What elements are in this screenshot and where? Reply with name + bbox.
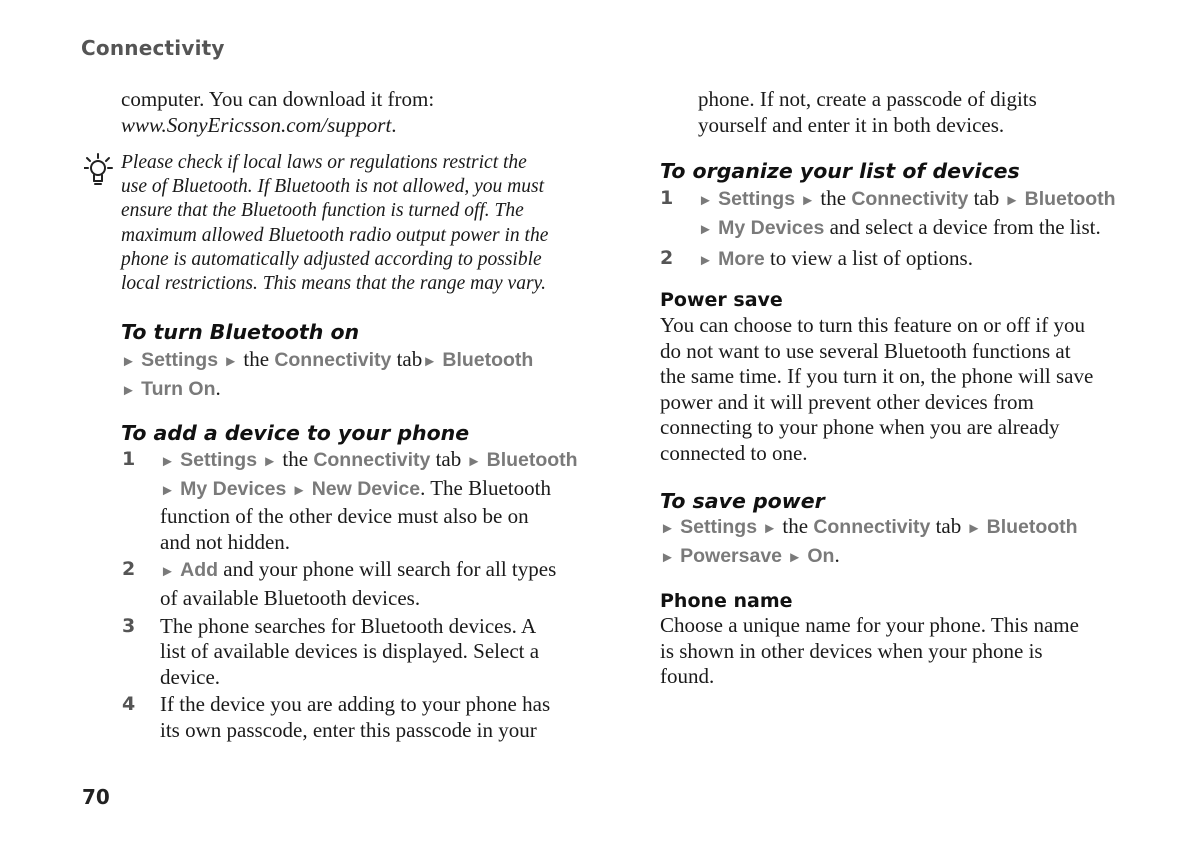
step-text: and not hidden. (160, 529, 291, 554)
arrow-icon: ► (262, 454, 278, 470)
note-line: local restrictions. This means that the range may vary. (121, 273, 546, 295)
continued-paragraph (698, 87, 1138, 138)
arrow-icon: ► (1004, 193, 1020, 209)
menu-connectivity: Connectivity (274, 349, 392, 371)
menu-bluetooth: Bluetooth (986, 516, 1078, 538)
intro-url-line (121, 113, 591, 139)
step-3 (122, 613, 600, 691)
menu-settings: Settings (141, 349, 219, 371)
organize-steps (660, 186, 1168, 275)
text-period: . (834, 542, 840, 567)
menu-connectivity: Connectivity (851, 188, 969, 210)
paragraph-line: connected to one. (660, 440, 808, 465)
step-2 (660, 246, 1168, 275)
step-4 (122, 692, 600, 743)
heading-organize-devices: To organize your list of devices (660, 159, 1020, 183)
continued-line: phone. If not, create a passcode of digits (698, 87, 1037, 111)
step-number: 2 (122, 558, 136, 581)
menu-connectivity: Connectivity (313, 449, 431, 471)
heading-power-save: Power save (660, 289, 783, 311)
step-text: to view a list of options. (769, 246, 973, 271)
arrow-icon: ► (660, 549, 675, 566)
save-power-instructions (660, 514, 1140, 571)
menu-settings: Settings (718, 188, 796, 210)
arrow-icon: ► (660, 521, 675, 537)
note-line: phone is automatically adjusted according to possible (121, 248, 542, 270)
menu-settings: Settings (680, 516, 758, 538)
support-url: www.SonyEricsson.com/support (121, 112, 392, 137)
phone-name-paragraph (660, 613, 1140, 690)
text-tab: tab (396, 347, 423, 371)
step-text: The phone searches for Bluetooth devices. A (160, 613, 537, 638)
intro-period: . (391, 112, 397, 137)
arrow-icon: ► (291, 482, 307, 499)
arrow-icon: ► (787, 549, 803, 566)
note-line: maximum allowed Bluetooth radio output power in the (121, 224, 549, 246)
step-number: 1 (122, 448, 136, 470)
menu-new-device: New Device (311, 477, 421, 500)
turn-on-instructions (121, 347, 591, 404)
bluetooth-legal-note (121, 151, 596, 296)
heading-phone-name: Phone name (660, 590, 793, 612)
step-text: and select a device from the list. (829, 214, 1101, 239)
step-2 (122, 557, 600, 611)
menu-add: Add (180, 559, 219, 582)
arrow-icon: ► (160, 564, 175, 581)
paragraph-line: is shown in other devices when your phone is (660, 638, 1043, 663)
step-text: . The Bluetooth (420, 475, 551, 500)
arrow-icon: ► (966, 521, 982, 537)
intro-line: computer. You can download it from: (121, 87, 435, 111)
menu-connectivity: Connectivity (813, 516, 931, 538)
arrow-icon: ► (121, 354, 136, 370)
arrow-icon: ► (698, 253, 713, 270)
paragraph-line: You can choose to turn this feature on or off if you (660, 313, 1085, 337)
arrow-icon: ► (223, 354, 239, 370)
menu-on: On (807, 544, 835, 567)
continued-line: yourself and enter it in both devices. (698, 112, 1005, 137)
step-1 (122, 447, 600, 555)
step-text: and your phone will search for all types (223, 557, 557, 582)
heading-turn-bluetooth-on: To turn Bluetooth on (121, 320, 360, 344)
text-the: the (282, 447, 309, 471)
menu-my-devices: My Devices (718, 216, 825, 239)
paragraph-line: connecting to your phone when you are already (660, 415, 1060, 440)
step-text: function of the other device must also be on (160, 504, 529, 529)
heading-save-power: To save power (660, 489, 825, 513)
step-number: 1 (660, 187, 674, 209)
step-text: its own passcode, enter this passcode in your (160, 717, 537, 742)
running-head: Connectivity (81, 36, 225, 60)
menu-turn-on: Turn On (141, 377, 216, 400)
paragraph-line: Choose a unique name for your phone. This name (660, 613, 1079, 637)
add-device-steps (122, 447, 600, 744)
paragraph-line: power and it will prevent other devices from (660, 389, 1034, 414)
step-text: of available Bluetooth devices. (160, 585, 421, 610)
step-text: device. (160, 664, 221, 689)
text-period: . (215, 375, 221, 400)
page-number: 70 (82, 785, 110, 809)
note-line: use of Bluetooth. If Bluetooth is not allowed, you must (121, 176, 545, 198)
arrow-icon: ► (466, 454, 482, 470)
step-number: 3 (122, 614, 136, 637)
note-line: ensure that the Bluetooth function is turned off. The (121, 200, 524, 222)
arrow-icon: ► (698, 221, 713, 238)
lightbulb-tip-icon (84, 153, 116, 187)
arrow-icon: ► (762, 521, 778, 537)
step-text: If the device you are adding to your phone has (160, 692, 551, 717)
step-1 (660, 186, 1168, 243)
text-tab: tab (935, 514, 962, 538)
menu-bluetooth: Bluetooth (1024, 188, 1116, 210)
arrow-icon: ► (800, 193, 816, 209)
step-text: list of available devices is displayed. Select a (160, 639, 540, 664)
menu-settings: Settings (180, 449, 258, 471)
menu-more: More (718, 248, 765, 271)
note-line: Please check if local laws or regulations restrict the (121, 152, 527, 173)
arrow-icon: ► (698, 193, 713, 209)
menu-powersave: Powersave (680, 544, 783, 567)
heading-add-device: To add a device to your phone (121, 421, 470, 445)
arrow-icon: ► (422, 354, 438, 370)
text-the: the (820, 186, 847, 210)
text-the: the (243, 347, 270, 371)
paragraph-line: the same time. If you turn it on, the phone will save (660, 364, 1094, 389)
arrow-icon: ► (121, 382, 136, 399)
menu-bluetooth: Bluetooth (442, 349, 534, 371)
paragraph-line: do not want to use several Bluetooth functions at (660, 338, 1071, 363)
step-number: 2 (660, 247, 674, 270)
arrow-icon: ► (160, 482, 175, 499)
intro-paragraph (121, 87, 591, 138)
menu-my-devices: My Devices (180, 477, 287, 500)
paragraph-line: found. (660, 664, 715, 689)
text-tab: tab (435, 447, 462, 471)
text-the: the (782, 514, 809, 538)
power-save-paragraph (660, 313, 1140, 467)
text-tab: tab (973, 186, 1000, 210)
arrow-icon: ► (160, 454, 175, 470)
menu-bluetooth: Bluetooth (486, 449, 578, 471)
step-number: 4 (122, 693, 136, 716)
